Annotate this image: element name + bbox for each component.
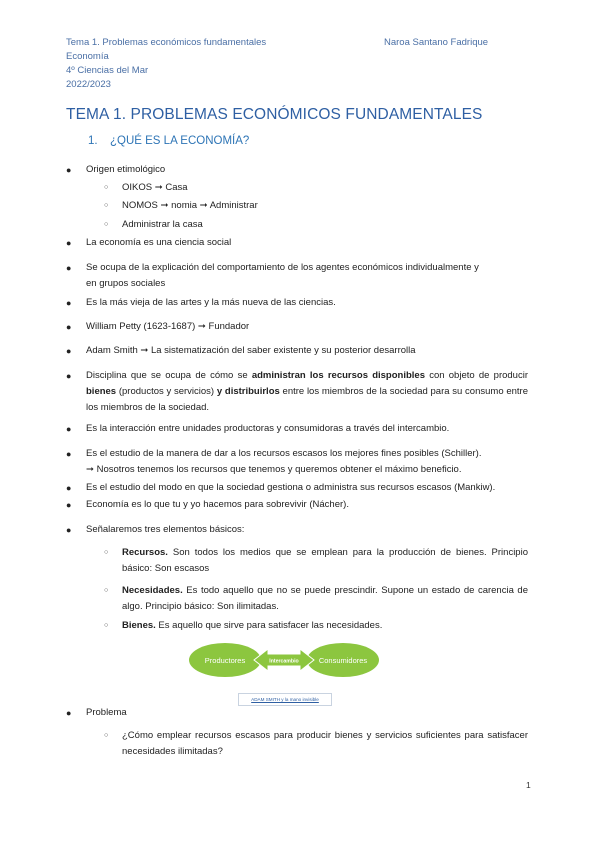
sub-bullet-icon: ○ [104,622,109,629]
bullet-icon: ● [66,322,72,332]
list-item: Es la interacción entre unidades productoras y consumidoras a través del intercambio. [86,423,450,434]
bold-text: administran los recursos disponibles [251,370,425,381]
bullet-icon: ● [66,298,72,308]
consumers-label: Consumidores [318,656,368,665]
page-number: 1 [526,780,531,790]
bullet-icon: ● [66,449,72,459]
text-run: (productos y servicios) [116,386,217,397]
header-line-year: 2022/2023 [66,79,111,90]
section-heading [88,135,249,147]
bullet-icon: ● [66,165,72,175]
bullet-icon: ● [66,346,72,356]
list-item [86,260,528,292]
header-line-subject: Economía [66,51,109,62]
sub-bullet-icon: ○ [104,221,109,228]
header-line-course: 4º Ciencias del Mar [66,65,149,76]
list-item-line: ➞ Nosotros tenemos los recursos que tenemos y queremos obtener el máximo beneficio. [86,464,462,475]
adam-smith-link[interactable]: ADAM SMITH y la mano invisible [238,693,332,706]
header-course-info [66,36,266,92]
text-run: entre los miembros de la sociedad para su consumo entre los miembros de la sociedad. [86,386,528,413]
sub-bullet-icon: ○ [104,549,109,556]
list-item: La economía es una ciencia social [86,237,232,248]
list-item-line: en grupos sociales [86,278,166,289]
bullet-icon: ● [66,483,72,493]
sub-bullet-icon: ○ [104,732,109,739]
bold-text: y distribuirlos [216,386,280,397]
bold-text: Bienes. [122,620,156,631]
bullet-icon: ● [66,238,72,248]
sub-list-item: NOMOS ➞ nomia ➞ Administrar [122,200,258,211]
exchange-label: Intercambio [269,658,299,665]
list-item: Es el estudio del modo en que la sociedad gestiona o administra sus recursos escasos (Mankiw). [86,482,496,493]
bold-text: bienes [86,386,117,397]
list-item: Adam Smith ➞ La sistematización del saber existente y su posterior desarrolla [86,345,416,356]
header-line-topic: Tema 1. Problemas económicos fundamentales [66,37,267,48]
list-item: Economía es lo que tu y yo hacemos para sobrevivir (Nácher). [86,499,349,510]
sub-list-item [122,618,528,634]
section-number: 1. [88,135,98,147]
sub-list-item: ¿Cómo emplear recursos escasos para producir bienes y servicios suficientes para satisfacer necesidades ilimitadas? [122,730,528,757]
text-run: con objeto de producir [425,370,528,381]
exchange-diagram [188,641,380,679]
producers-label: Productores [204,656,246,665]
bullet-icon: ● [66,263,72,273]
sub-list-item: OIKOS ➞ Casa [122,182,188,193]
sub-list-item [122,583,528,615]
text-run: Son todos los medios que se emplean para la producción de bienes. Principio básico: Son escasos [122,547,528,574]
list-item: William Petty (1623-1687) ➞ Fundador [86,321,250,332]
bullet-icon: ● [66,708,72,718]
header-author: Naroa Santano Fadrique [384,37,489,48]
bullet-icon: ● [66,371,72,381]
sub-bullet-icon: ○ [104,587,109,594]
list-item-line: Se ocupa de la explicación del comportamiento de los agentes económicos individualmente y [86,262,479,273]
list-item: Origen etimológico [86,164,166,175]
text-run: Es aquello que sirve para satisfacer las necesidades. [155,620,383,631]
list-item [86,368,528,416]
sub-bullet-icon: ○ [104,184,109,191]
sub-list-item [122,545,528,577]
bullet-icon: ● [66,500,72,510]
text-run: Es todo aquello que no se puede prescindir. Supone un estado de carencia de algo. Principio básico: Son ilimitadas. [122,585,528,612]
bullet-icon: ● [66,525,72,535]
list-item [86,446,528,478]
page-title: TEMA 1. PROBLEMAS ECONÓMICOS FUNDAMENTALES [66,106,483,123]
sub-bullet-icon: ○ [104,202,109,209]
text-run: Disciplina que se ocupa de cómo se [86,370,252,381]
section-title: ¿QUÉ ES LA ECONOMÍA? [110,135,250,147]
list-item: Es la más vieja de las artes y la más nueva de las ciencias. [86,297,336,308]
list-item-line: Es el estudio de la manera de dar a los recursos escasos los mejores fines posibles (Schiller). [86,448,482,459]
list-item: Señalaremos tres elementos básicos: [86,524,245,535]
bold-text: Recursos. [122,547,168,558]
bullet-icon: ● [66,424,72,434]
list-item: Problema [86,707,127,718]
sub-list-item: Administrar la casa [122,219,203,230]
bold-text: Necesidades. [122,585,183,596]
